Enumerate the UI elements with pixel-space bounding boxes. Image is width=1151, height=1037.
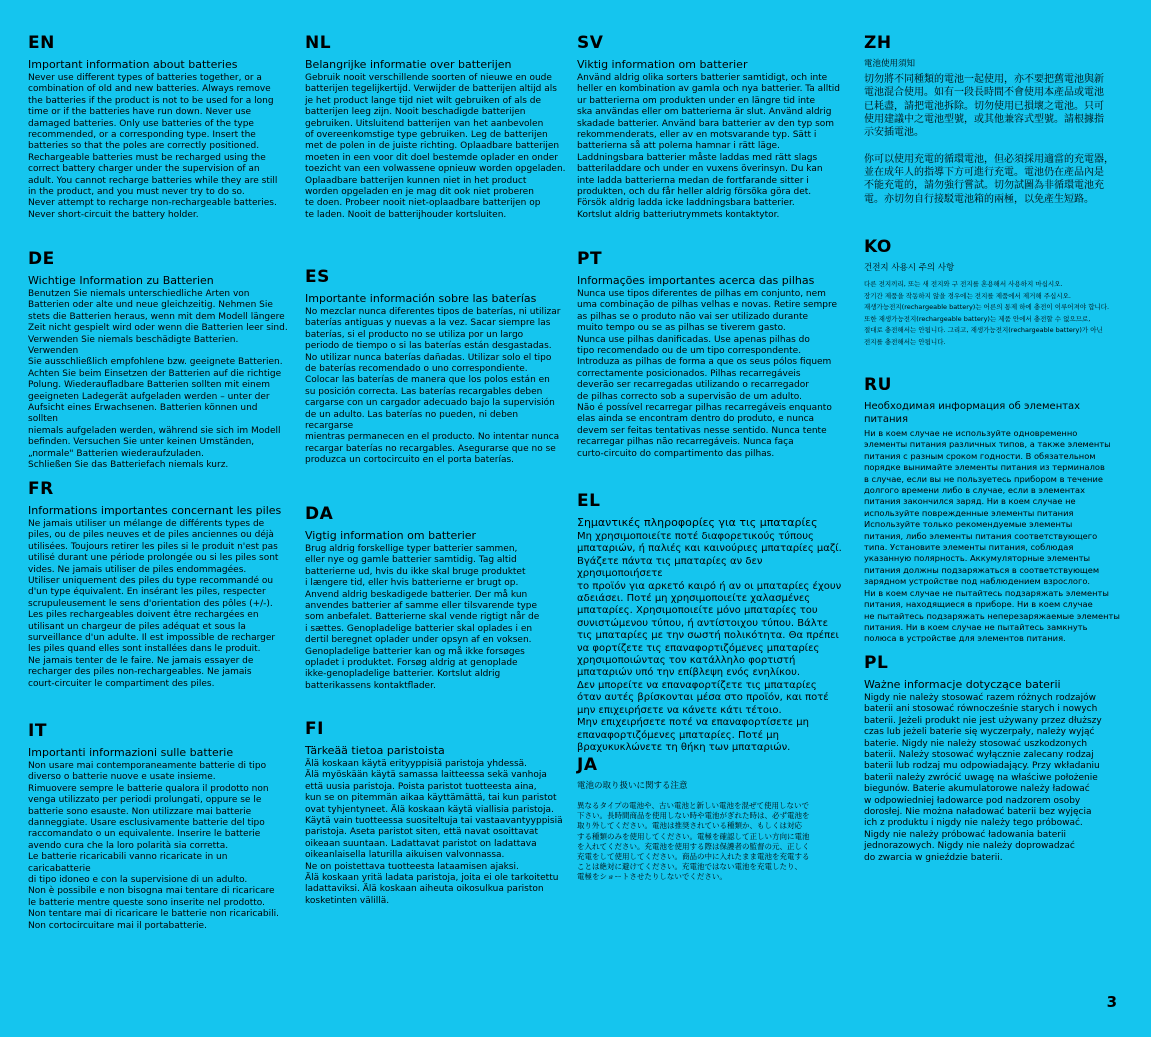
language-code: DA — [305, 504, 334, 524]
language-code: EN — [28, 33, 55, 53]
language-code: ES — [305, 267, 330, 287]
language-code: KO — [864, 237, 892, 257]
section-heading: 電池の取り扱いに関する注意 — [577, 781, 688, 791]
section-pl — [864, 654, 1126, 864]
language-code: FR — [28, 479, 54, 499]
section-heading: 電池使用須知 — [864, 59, 916, 69]
language-code: PL — [864, 653, 889, 673]
section-text: Älä koskaan käytä erityyppisiä paristoja yhdessä. Älä myöskään käytä samassa laitteessa sekä vanhoja että uusia paristoja. Poista paristot tuotteesta aina, kun se on pitemmän aikaa käyttämättä, tai kun paristot ovat tyhjentyneet. Älä koskaan käytä viallisia paristoja. Käytä vain tuotteessa suositeltuja tai vastaavantyyppisiä paristoja. Aseta paristot siten, että navat osoittavat oikeaan suuntaan. Ladattavat paristot on ladattava oikeanlaisella laturilla aikuisen valvonnassa. Ne on poistettava tuotteesta lataamisen ajaksi. Älä koskaan yritä ladata paristoja, joita ei ole tarkoitettu ladattaviksi. Älä koskaan aiheuta oikosulkua pariston kosketinten välillä. — [305, 759, 563, 906]
language-code: DE — [28, 249, 55, 269]
language-code: IT — [28, 721, 47, 741]
language-code: SV — [577, 33, 604, 53]
section-text: Brug aldrig forskellige typer batterier sammen, eller nye og gamle batterier samtidig. Tag altid batterierne ud, hvis du ikke skal bruge produktet i længere tid, eller hvis batterierne er brugt op. Anvend aldrig beskadigede batterier. Der må kun anvendes batterier af samme eller tilsvarende type som anbefalet. Batterierne skal vende rigtigt når de i sættes. Genopladelige batterier skal oplades i en dertil beregnet oplader under opsyn af en voksen. Genopladelige batterier kan og må ikke forsøges opladet i produktet. Forsøg aldrig at genoplade ikke-genopladelige batterier. Kortslut aldrig batterikassens kontaktflader. — [305, 544, 540, 691]
language-code: FI — [305, 719, 324, 739]
section-nl — [305, 34, 567, 221]
section-heading: Informations importantes concernant les piles — [28, 504, 282, 517]
section-text: Μη χρησιμοποιείτε ποτέ διαφορετικούς τύπους μπαταριών, ή παλιές και καινούριες μπαταρίες μαζί. Βγάζετε πάντα τις μπαταρίες αν δεν χρησιμοποιήσετε το προϊόν για αρκετό καιρό ή αν οι μπαταρίες έχουν αδειάσει. Ποτέ μη χρησιμοποιείτε χαλασμένες μπαταρίες. Χρησιμοποιείτε μόνο μπαταρίες του συνιστώμενου τύπου, ή αντίστοιχου τύπου. Βάλτε τις μπαταρίες με την σωστή πολικότητα. Θα πρέπει να φορτίζετε τις επαναφορτιζόμενες μπαταρίες χρησιμοποιώντας τον κατάλληλο φορτιστή μπαταριών υπό την επίβλεψη ενός ενηλίκου. Δεν μπορείτε να επαναφορτίζετε τις μπαταρίες όταν αυτές βρίσκονται μέσα στο προϊόν, και ποτέ μην επιχειρήσετε να κάνετε κάτι τέτοιο. Μην επιχειρήσετε ποτέ να επαναφορτίσετε μη επαναφορτιζόμενες μπαταρίες. Ποτέ μη βραχυκυκλώνετε τη θήκη των μπαταριών. — [577, 531, 842, 753]
section-text: Ne jamais utiliser un mélange de différents types de piles, ou de piles neuves et de piles anciennes ou déjà utilisées. Toujours retirer les piles si le produit n'est pas utilisé durant une période prolongée ou si les piles sont vides. Ne jamais utiliser de piles endommagées. Utiliser uniquement des piles du type recommandé ou d'un type équivalent. En insérant les piles, respecter scrupuleusement le sens d'orientation des pôles (+/-). Les piles rechargeables doivent être rechargées en utilisant un chargeur de piles adéquat et sous la surveillance d'un adulte. Il est impossible de recharger les piles quand elles sont installées dans le produit. Ne jamais tenter de le faire. Ne jamais essayer de recharger des piles non-rechargeables. Ne jamais court-circuiter le compartiment des piles. — [28, 519, 279, 689]
section-heading: Σημαντικές πληροφορίες για τις μπαταρίες — [577, 516, 818, 529]
section-text: Benutzen Sie niemals unterschiedliche Arten von Batterien oder alte und neue gleichzeitig. Nehmen Sie stets die Batterien heraus, wenn mit dem Modell längere Zeit nicht gespielt wird oder wenn die Batterien leer sind. Verwenden Sie niemals beschädigte Batterien. Verwenden Sie ausschließlich empfohlene bzw. geeignete Batterien. Achten Sie beim Einsetzen der Batterien auf die richtige Polung. Wiederaufladbare Batterien sollten mit einem geeigneten Ladegerät aufgeladen werden – unter der Aufsicht eines Erwachsenen. Batterien können und sollten niemals aufgeladen werden, während sie sich im Modell befinden. Versuchen Sie unter keinen Umständen, „normale" Batterien wiederaufzuladen. Schließen Sie das Batteriefach niemals kurz. — [28, 289, 288, 471]
language-code: JA — [577, 755, 598, 775]
section-ko — [864, 238, 1126, 349]
language-code: RU — [864, 375, 892, 395]
section-heading: Vigtig information om batterier — [305, 529, 477, 542]
section-text: Never use different types of batteries together, or a combination of old and new batteries. Always remove the batteries if the product is not to be used for a long time or if the batteries have run down. Never use damaged batteries. Only use batteries of the type recommended, or a corresponding type. Insert the batteries so that the poles are correctly positioned. Rechargeable batteries must be recharged using the correct battery charger under the supervision of an adult. You cannot recharge batteries while they are still in the product, and you must never try to do so. Never attempt to recharge non-rechargeable batteries. Never short-circuit the battery holder. — [28, 73, 278, 220]
section-heading: 건전지 사용시 주의 사항 — [864, 263, 955, 273]
section-es — [305, 268, 567, 467]
section-heading: Tärkeää tietoa paristoista — [305, 744, 445, 757]
section-text: 切勿將不同種類的電池一起使用，亦不要把舊電池與新 電池混合使用。如有一段長時間不會使用本產品或電池 已耗盡，請把電池拆除。切勿使用已損壞之電池。只可 使用建議中之電池型號，或其他兼容式型號。請根據指 示安插電池。 你可以使用充電的循環電池，但必須採用適當的充電器， 並在成年人的指導下方可進行充電。電池仍在產品內是 不能充電的，請勿強行嘗試。切勿試圖為非循環電池充 電。亦切勿自行接駁電池箱的兩極，以免產生短路。 — [864, 74, 1114, 205]
section-text: No mezclar nunca diferentes tipos de baterías, ni utilizar baterías antiguas y nuevas a la vez. Sacar siempre las baterías, si el producto no se utiliza por un largo periodo de tiempo o si las baterías están desgastadas. No utilizar nunca baterías dañadas. Utilizar solo el tipo de baterías recomendado o uno correspondiente. Colocar las baterías de manera que los polos están en su posición correcta. Las baterías recargables deben cargarse con un cargador adecuado bajo la supervisión de un adulto. Las baterías no pueden, ni deben recargarse mientras permanecen en el producto. No intentar nunca recargar baterías no recargables. Asegurarse que no se produzca un cortocircuito en el porta baterías. — [305, 307, 561, 466]
section-heading: Informações importantes acerca das pilhas — [577, 274, 815, 287]
section-el — [577, 492, 843, 754]
page-number: 3 — [1106, 993, 1117, 1011]
section-text: Ни в коем случае не используйте одновременно элементы питания различных типов, а также элементы питания с разным сроком годности. В обязательном порядке вынимайте элементы питания из терминалов в случае, если вы не пользуетесь прибором в течение долгого времени либо в случае, если в элементах питания закончился заряд. Ни в коем случае не используйте поврежденные элементы питания Используйте только рекомендуемые элементы питания, либо элементы питания соответствующего типа. Установите элементы питания, соблюдая указанную полярность. Аккумуляторные элементы питания должны подзаряжаться в соответствующем зарядном устройстве под наблюдением взрослого. Ни в коем случае не пытайтесь подзаряжать элементы питания, находящиеся в приборе. Ни в коем случае не пытайтесь подзаряжать неперезаряжаемые элементы питания. Ни в коем случае не пытайтесь замкнуть полюса в устройстве для элементов питания. — [864, 428, 1120, 644]
section-sv — [577, 34, 843, 221]
section-text: Non usare mai contemporaneamente batterie di tipo diverso o batterie nuove e usate insieme. Rimuovere sempre le batterie qualora il prodotto non venga utilizzato per periodi prolungati, oppure se le batterie sono esauste. Non utilizzare mai batterie danneggiate. Usare esclusivamente batterie del tipo raccomandato o un equivalente. Inserire le batterie avendo cura che la loro polarità sia corretta. Le batterie ricaricabili vanno ricaricate in un caricabatterie di tipo idoneo e con la supervisione di un adulto. Non è possibile e non bisogna mai tentare di ricaricare le batterie mentre queste sono inserite nel prodotto. Non tentare mai di ricaricare le batterie non ricaricabili. Non cortocircuitare mai il portabatterie. — [28, 761, 279, 931]
section-fr — [28, 480, 290, 690]
section-fi — [305, 720, 567, 907]
section-ja — [577, 756, 843, 883]
section-heading: Importante información sobre las baterías — [305, 292, 537, 305]
section-heading: Importanti informazioni sulle batterie — [28, 746, 234, 759]
section-heading: Необходимая информация об элементах питания — [864, 401, 1081, 425]
section-text: Nigdy nie należy stosować razem różnych rodzajów baterii ani stosować równocześnie starych i nowych baterii. Jeżeli produkt nie jest używany przez dłuższy czas lub jeżeli baterie się wyczerpały, należy wyjąć baterie. Nigdy nie należy stosować uszkodzonych baterii. Należy stosować wyłącznie zalecany rodzaj baterii lub rodzaj mu odpowiadający. Przy wkładaniu baterii należy zwrócić uwagę na właściwe położenie biegunów. Baterie akumulatorowe należy ładować w odpowiedniej ładowarce pod nadzorem osoby dorosłej. Nie można naładować baterii bez wyjęcia ich z produktu i nigdy nie należy tego próbować. Nigdy nie należy próbować ładowania baterii jednorazowych. Nigdy nie należy doprowadzać do zwarcia w gnieździe baterii. — [864, 693, 1102, 863]
section-de — [28, 250, 290, 472]
section-text: 다른 전지끼리, 또는 새 전지와 구 전지를 혼용해서 사용하지 마십시오. 장기간 제품을 작동하지 않을 경우에는 전지를 제품에서 제거해 주십시오. 재생가능전지(rechargeable battery)는 어른의 통제 하에 충전이 이루어져야 합니다. 또한 재생가능전지(rechargeable battery)는 제품 안에서 충전할 수 없으므로, 절대로 충전해서는 안됩니다. 그리고, 재생가능전지(rechargeable battery)가 아닌 전지를 충전해서는 안됩니다. — [864, 280, 1110, 346]
section-en — [28, 34, 290, 221]
section-text: Gebruik nooit verschillende soorten of nieuwe en oude batterijen tegelijkertijd. Verwijder de batterijen altijd als je het product lange tijd niet wilt gebruiken of als de batterijen leeg zijn. Nooit beschadigde batterijen gebruiken. Uitsluitend batterijen van het aanbevolen of overeenkomstige type gebruiken. Leg de batterijen met de polen in de juiste richting. Oplaadbare batterijen moeten in een voor dit doel bestemde oplader en onder toezicht van een volwassene opnieuw worden opgeladen. Oplaadbare batterijen kunnen niet in het product worden opgeladen en je mag dit ook niet proberen te doen. Probeer nooit niet-oplaadbare batterijen op te laden. Nooit de batterijhouder kortsluiten. — [305, 73, 566, 220]
section-it — [28, 722, 290, 932]
section-zh — [864, 34, 1126, 206]
section-ru — [864, 376, 1126, 645]
section-heading: Viktig information om batterier — [577, 58, 748, 71]
section-heading: Wichtige Information zu Batterien — [28, 274, 214, 287]
section-text: Nunca use tipos diferentes de pilhas em conjunto, nem uma combinação de pilhas velhas e novas. Retire sempre as pilhas se o produto não vai ser utilizado durante muito tempo ou se as pilhas se tiverem gasto. Nunca use pilhas danificadas. Use apenas pilhas do tipo recomendado ou de um tipo correspondente. Introduza as pilhas de forma a que os seus pólos fiquem correctamente posicionados. Pilhas recarregáveis deverão ser recarregadas utilizando o recarregador de pilhas correcto sob a supervisão de um adulto. Não é possível recarregar pilhas recarregáveis enquanto elas ainda se encontram dentro do produto, e nunca devem ser feitas tentativas nesse sentido. Nunca tente recarregar pilhas não recarregáveis. Nunca faça curto-circuito do compartimento das pilhas. — [577, 289, 837, 459]
section-heading: Ważne informacje dotyczące baterii — [864, 678, 1061, 691]
section-text: 異なるタイプの電池や、古い電池と新しい電池を混ぜて使用しないで 下さい。長時間商品を使用しない時や電池がぎれた時は、必ず電池を 取り外してください。電池は推奨されている種類か、もしくは対応 する種類のみを使用してください。電極を確認して正しい方向に電池 を入れてください。充電池を使用する際は保護者の監督の元、正しく 充電をして使用してください。商品の中に入れたまま電池を充電する ことは絶対に避けてください。充電池ではない電池を充電したり、 電極をショートさせたりしないでください。 — [577, 801, 810, 882]
language-code: NL — [305, 33, 332, 53]
section-da — [305, 505, 567, 692]
section-text: Använd aldrig olika sorters batterier samtidigt, och inte heller en kombination av gamla och nya batterier. Ta alltid ur batterierna om produkten under en längre tid inte ska användas eller om batterierna är slut. Använd aldrig skadade batterier. Använd bara batterier av den typ som rekommenderats, eller av en motsvarande typ. Sätt i batterierna så att polerna hamnar i rätt läge. Laddningsbara batterier måste laddas med rätt slags batteriladdare och under en vuxens överinsyn. Du kan inte ladda batterierna medan de fortfarande sitter i produkten, och du får heller aldrig försöka göra det. Försök aldrig ladda icke laddningsbara batterier. Kortslut aldrig batteriutrymmets kontaktytor. — [577, 73, 840, 220]
language-code: EL — [577, 491, 601, 511]
section-heading: Belangrijke informatie over batterijen — [305, 58, 512, 71]
section-pt — [577, 250, 843, 460]
language-code: PT — [577, 249, 603, 269]
language-code: ZH — [864, 33, 892, 53]
section-heading: Important information about batteries — [28, 58, 238, 71]
